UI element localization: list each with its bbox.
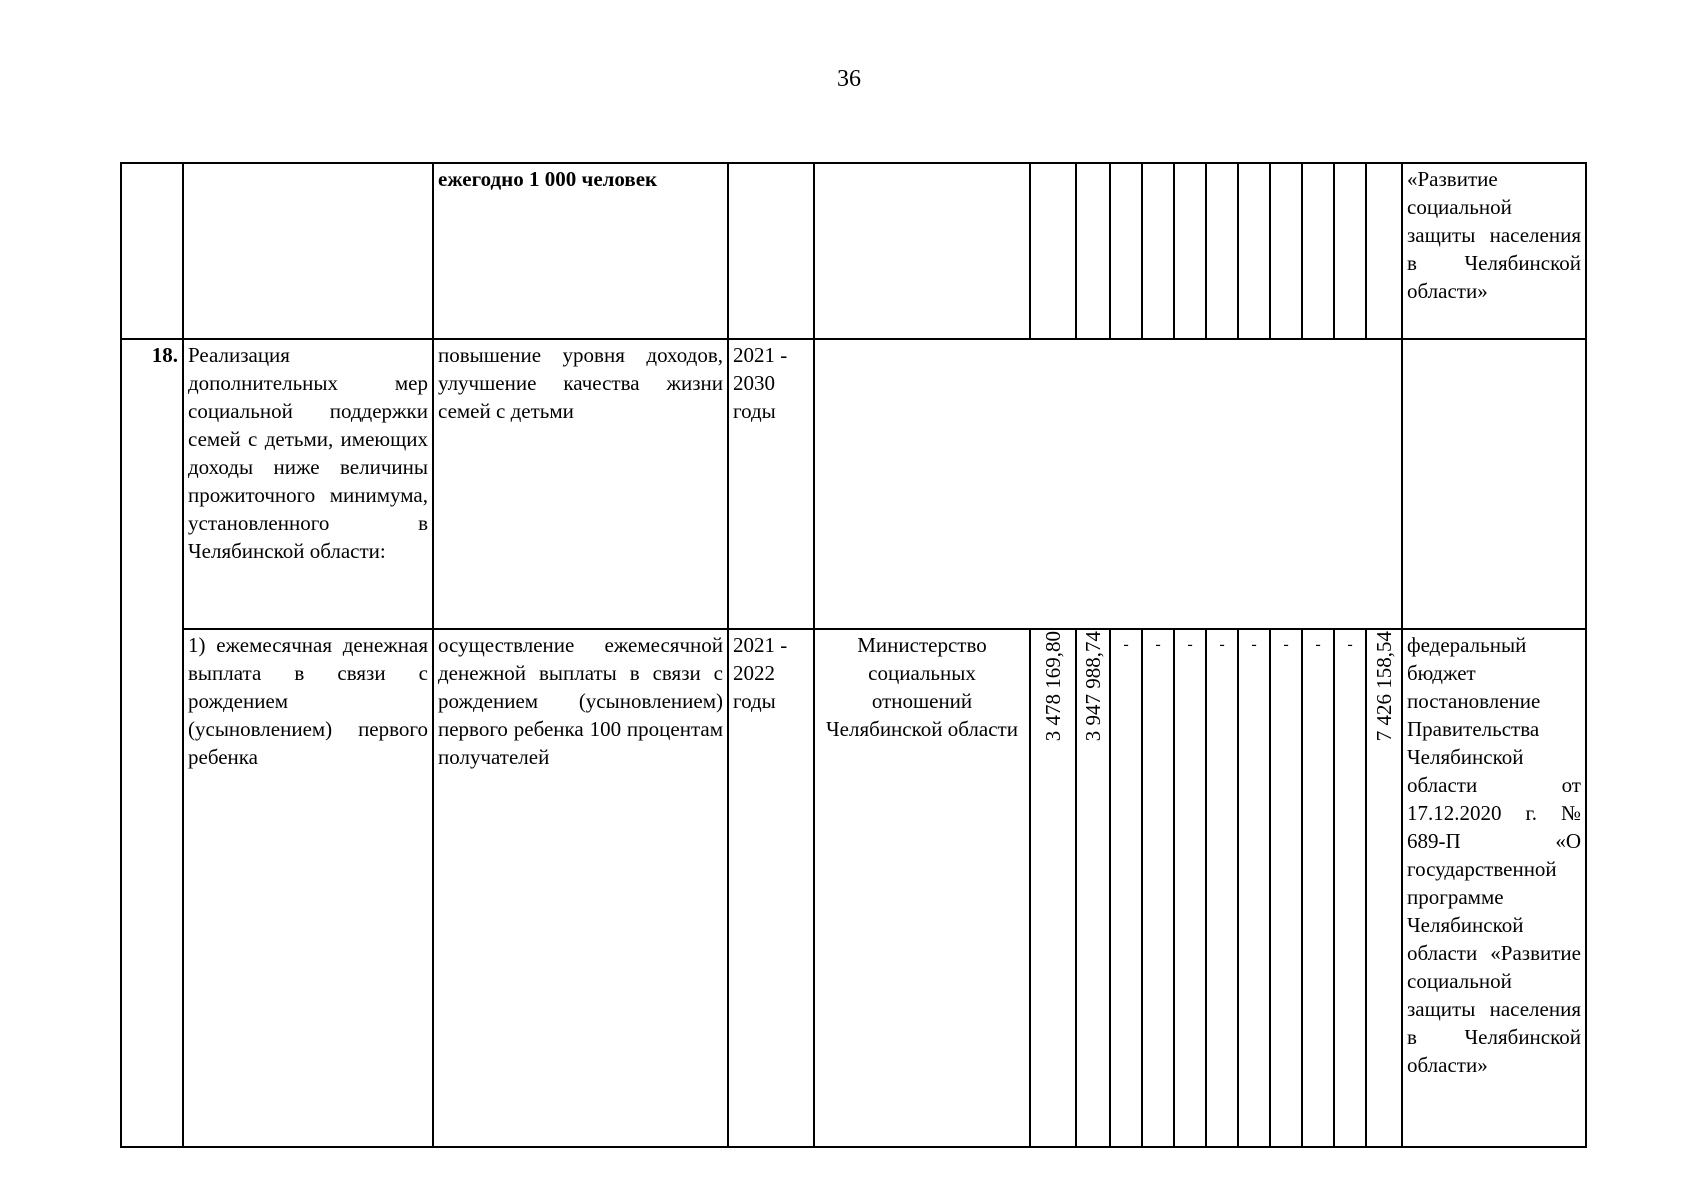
cell-name — [183, 163, 433, 339]
cell-note: федеральный бюджет постановление Правительства Челябинской области от 17.12.2020 г. № 689-П «О государственной программе Челябинской области «Развитие социальной защиты населения в Челябинской области» — [1402, 629, 1586, 1147]
cell-financing-empty — [814, 339, 1402, 629]
cell-dash: - — [1142, 629, 1174, 1147]
cell-executor: Министерство социальных отношений Челябинской области — [814, 629, 1030, 1147]
table-row-prev — [121, 163, 1586, 339]
cell-dash: - — [1110, 629, 1142, 1147]
cell-dash: - — [1174, 629, 1206, 1147]
cell-result: осуществление ежемесячной денежной выплаты в связи с рождением (усыновлением) первого ребенка 100 процентам получателей — [433, 629, 728, 1147]
cell-note — [1402, 339, 1586, 629]
cell-dash: - — [1238, 629, 1270, 1147]
cell-name: Реализация дополнительных мер социальной поддержки семей с детьми, имеющих доходы ниже величины прожиточного минимума, установленного в Челябинской области: — [183, 339, 433, 629]
cell-total — [1366, 629, 1402, 1147]
cell-amount-2022 — [1076, 629, 1110, 1147]
table-row-subitem-1 — [121, 629, 1586, 1147]
amount-2021-value: 3 478 169,80 — [1041, 631, 1065, 742]
cell-result: повышение уровня доходов, улучшение качества жизни семей с детьми — [433, 339, 728, 629]
cell-number: 18. — [121, 339, 183, 1147]
cell-period: 2021 - 2030 годы — [728, 339, 814, 629]
table-row-item-18 — [121, 339, 1586, 629]
page-number: 36 — [837, 66, 861, 92]
cell-number — [121, 163, 183, 339]
cell-period — [728, 163, 814, 339]
cell-period: 2021 - 2022 годы — [728, 629, 814, 1147]
cell-dash: - — [1206, 629, 1238, 1147]
total-value: 7 426 158,54 — [1372, 631, 1396, 742]
cell-name: 1) ежемесячная денежная выплата в связи с рождением (усыновлением) первого ребенка — [183, 629, 433, 1147]
cell-dash: - — [1334, 629, 1366, 1147]
cell-result: ежегодно 1 000 человек — [433, 163, 728, 339]
amount-2022-value: 3 947 988,74 — [1081, 631, 1105, 742]
cell-dash: - — [1302, 629, 1334, 1147]
cell-amount-2021 — [1030, 629, 1076, 1147]
cell-executor — [814, 163, 1030, 339]
program-table — [120, 162, 1587, 1148]
cell-note: «Развитие социальной защиты населения в Челябинской области» — [1402, 163, 1586, 339]
cell-dash: - — [1270, 629, 1302, 1147]
